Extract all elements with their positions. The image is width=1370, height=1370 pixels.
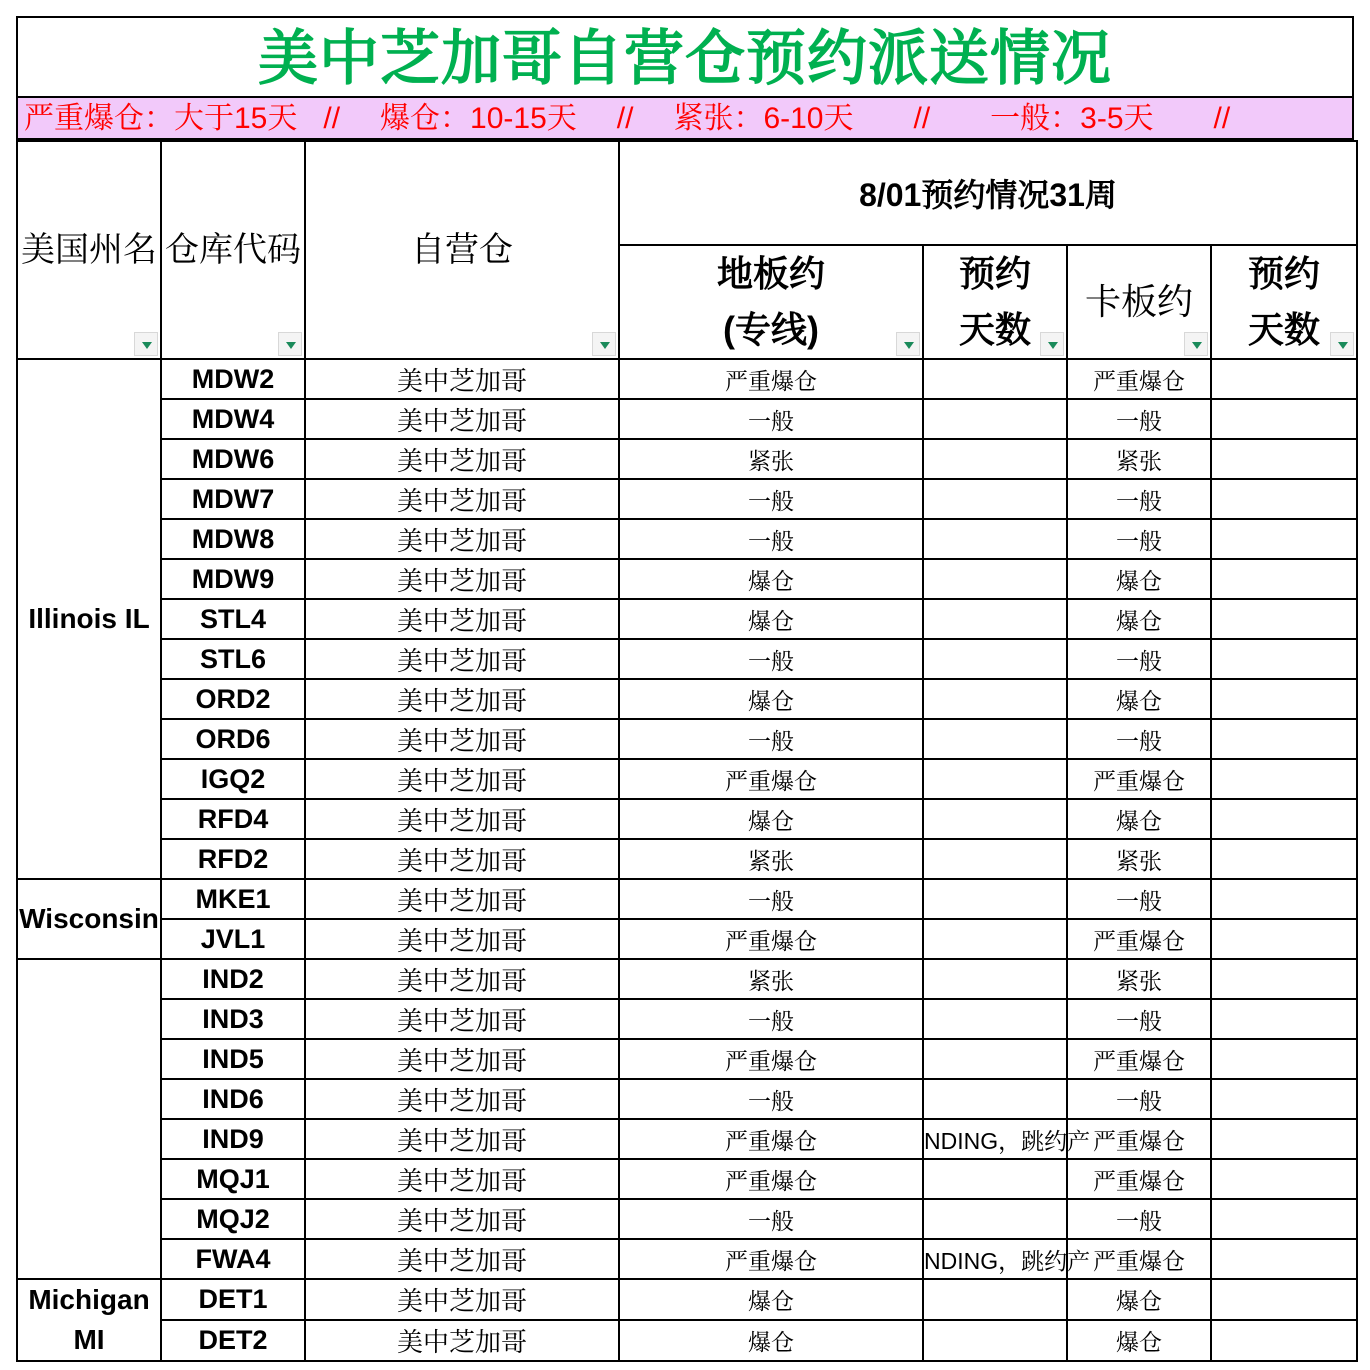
code-cell[interactable]: IND2 [161, 959, 305, 999]
table-row [17, 1199, 1357, 1239]
floor-cell[interactable]: 一般 [619, 479, 923, 519]
pallet-days-cell[interactable] [1211, 1119, 1357, 1159]
code-cell[interactable]: DET2 [161, 1320, 305, 1361]
state-cell[interactable]: Illinois IL [17, 359, 161, 879]
table-row [17, 439, 1357, 479]
code-cell[interactable]: DET1 [161, 1279, 305, 1320]
floor-days-cell[interactable] [923, 719, 1067, 759]
floor-days-cell[interactable]: NDING，跳约产 [923, 1239, 1067, 1279]
floor-days-cell[interactable] [923, 399, 1067, 439]
table-row [17, 479, 1357, 519]
floor-cell[interactable]: 爆仓 [619, 799, 923, 839]
header-pallet-label: 卡板约 [1084, 281, 1193, 322]
warehouse-cell[interactable]: 美中芝加哥 [305, 639, 619, 679]
code-cell[interactable]: RFD2 [161, 839, 305, 879]
state-cell[interactable]: Michigan MI [17, 1279, 161, 1361]
warehouse-cell[interactable]: 美中芝加哥 [305, 839, 619, 879]
header-floor-days-label: 预约 [958, 253, 1031, 294]
warehouse-cell[interactable]: 美中芝加哥 [305, 919, 619, 959]
code-cell[interactable]: RFD4 [161, 799, 305, 839]
floor-cell[interactable]: 一般 [619, 519, 923, 559]
header-pallet-days [1211, 245, 1357, 359]
warehouse-cell[interactable]: 美中芝加哥 [305, 559, 619, 599]
floor-days-cell[interactable] [923, 439, 1067, 479]
code-cell[interactable]: ORD2 [161, 679, 305, 719]
code-cell[interactable]: STL6 [161, 639, 305, 679]
code-cell[interactable]: JVL1 [161, 919, 305, 959]
pallet-days-cell[interactable] [1211, 959, 1357, 999]
code-cell[interactable]: ORD6 [161, 719, 305, 759]
floor-cell[interactable]: 紧张 [619, 839, 923, 879]
floor-days-cell[interactable] [923, 959, 1067, 999]
code-cell[interactable]: MQJ2 [161, 1199, 305, 1239]
warehouse-cell[interactable]: 美中芝加哥 [305, 519, 619, 559]
pallet-days-cell[interactable] [1211, 559, 1357, 599]
header-pallet-days-label: 预约 [1248, 253, 1321, 294]
header-floor-label: 地板约 [716, 253, 825, 294]
floor-days-cell[interactable] [923, 479, 1067, 519]
pallet-days-cell[interactable] [1211, 519, 1357, 559]
header-floor-sub: (专线) [723, 309, 819, 350]
floor-days-cell[interactable] [923, 879, 1067, 919]
floor-days-cell[interactable] [923, 839, 1067, 879]
header-code [161, 141, 305, 359]
header-week: 8/01预约情况31周 [619, 141, 1357, 245]
floor-days-cell[interactable] [923, 1159, 1067, 1199]
pallet-cell[interactable]: 紧张 [1067, 959, 1211, 999]
warehouse-cell[interactable]: 美中芝加哥 [305, 1039, 619, 1079]
table-row [17, 919, 1357, 959]
pallet-cell[interactable]: 严重爆仓 [1067, 919, 1211, 959]
table-row [17, 959, 1357, 999]
sheet-title: 美中芝加哥自营仓预约派送情况 [16, 16, 1354, 96]
code-cell[interactable]: STL4 [161, 599, 305, 639]
floor-days-cell[interactable]: NDING，跳约产 [923, 1119, 1067, 1159]
floor-cell[interactable]: 一般 [619, 399, 923, 439]
floor-days-cell[interactable] [923, 519, 1067, 559]
floor-days-cell[interactable] [923, 1199, 1067, 1239]
pallet-days-cell[interactable] [1211, 479, 1357, 519]
filter-dropdown-icon[interactable] [278, 332, 302, 356]
legend-item: // [323, 102, 341, 135]
table-row [17, 1320, 1357, 1361]
table-row [17, 799, 1357, 839]
code-cell[interactable]: MKE1 [161, 879, 305, 919]
warehouse-cell[interactable]: 美中芝加哥 [305, 1239, 619, 1279]
warehouse-cell[interactable]: 美中芝加哥 [305, 1079, 619, 1119]
pallet-cell[interactable]: 一般 [1067, 519, 1211, 559]
pallet-days-cell[interactable] [1211, 1199, 1357, 1239]
pallet-cell[interactable]: 一般 [1067, 399, 1211, 439]
pallet-cell[interactable]: 一般 [1067, 1079, 1211, 1119]
pallet-days-cell[interactable] [1211, 639, 1357, 679]
pallet-days-cell[interactable] [1211, 839, 1357, 879]
header-state-label: 美国州名 [21, 231, 157, 269]
warehouse-cell[interactable]: 美中芝加哥 [305, 679, 619, 719]
pallet-days-cell[interactable] [1211, 599, 1357, 639]
header-pallet [1067, 245, 1211, 359]
table-row [17, 839, 1357, 879]
warehouse-cell[interactable]: 美中芝加哥 [305, 879, 619, 919]
floor-cell[interactable]: 爆仓 [619, 559, 923, 599]
pallet-days-cell[interactable] [1211, 1279, 1357, 1320]
code-cell[interactable]: IGQ2 [161, 759, 305, 799]
pallet-cell[interactable]: 严重爆仓 [1067, 1039, 1211, 1079]
warehouse-cell[interactable]: 美中芝加哥 [305, 759, 619, 799]
header-state [17, 141, 161, 359]
legend-item: // [1213, 102, 1231, 135]
pallet-days-cell[interactable] [1211, 399, 1357, 439]
code-cell[interactable]: IND3 [161, 999, 305, 1039]
floor-days-cell[interactable] [923, 799, 1067, 839]
header-code-label: 仓库代码 [165, 231, 301, 269]
warehouse-cell[interactable]: 美中芝加哥 [305, 479, 619, 519]
floor-cell[interactable]: 一般 [619, 1199, 923, 1239]
pallet-cell[interactable]: 严重爆仓 [1067, 759, 1211, 799]
warehouse-cell[interactable]: 美中芝加哥 [305, 439, 619, 479]
floor-cell[interactable]: 爆仓 [619, 599, 923, 639]
warehouse-cell[interactable]: 美中芝加哥 [305, 799, 619, 839]
warehouse-cell[interactable]: 美中芝加哥 [305, 1320, 619, 1361]
pallet-days-cell[interactable] [1211, 1239, 1357, 1279]
table-row [17, 719, 1357, 759]
warehouse-cell[interactable]: 美中芝加哥 [305, 599, 619, 639]
warehouse-cell[interactable]: 美中芝加哥 [305, 719, 619, 759]
warehouse-cell[interactable]: 美中芝加哥 [305, 1199, 619, 1239]
filter-dropdown-icon[interactable] [1330, 332, 1354, 356]
header-floor-days [923, 245, 1067, 359]
filter-dropdown-icon[interactable] [134, 332, 158, 356]
pallet-cell[interactable]: 紧张 [1067, 839, 1211, 879]
legend-item: // [913, 102, 931, 135]
floor-days-cell[interactable] [923, 759, 1067, 799]
pallet-cell[interactable]: 爆仓 [1067, 679, 1211, 719]
floor-days-cell[interactable] [923, 359, 1067, 399]
pallet-days-cell[interactable] [1211, 799, 1357, 839]
header-warehouse [305, 141, 619, 359]
floor-days-cell[interactable] [923, 999, 1067, 1039]
warehouse-cell[interactable]: 美中芝加哥 [305, 1119, 619, 1159]
table-row [17, 879, 1357, 919]
table-row [17, 599, 1357, 639]
table-row [17, 399, 1357, 439]
floor-cell[interactable]: 严重爆仓 [619, 1159, 923, 1199]
code-cell[interactable]: IND5 [161, 1039, 305, 1079]
pallet-days-cell[interactable] [1211, 359, 1357, 399]
pallet-days-cell[interactable] [1211, 1079, 1357, 1119]
floor-days-cell[interactable] [923, 1279, 1067, 1320]
floor-cell[interactable]: 严重爆仓 [619, 1119, 923, 1159]
filter-dropdown-icon[interactable] [1040, 332, 1064, 356]
pallet-days-cell[interactable] [1211, 879, 1357, 919]
legend-item: 一般：3-5天 [990, 102, 1154, 135]
pallet-cell[interactable]: 一般 [1067, 479, 1211, 519]
header-warehouse-label: 自营仓 [411, 231, 513, 269]
floor-cell[interactable]: 一般 [619, 879, 923, 919]
floor-cell[interactable]: 一般 [619, 719, 923, 759]
pallet-days-cell[interactable] [1211, 679, 1357, 719]
floor-cell[interactable]: 爆仓 [619, 1279, 923, 1320]
table-row [17, 359, 1357, 399]
code-cell[interactable]: IND9 [161, 1119, 305, 1159]
floor-days-cell[interactable] [923, 1079, 1067, 1119]
pallet-cell[interactable]: 一般 [1067, 719, 1211, 759]
pallet-cell[interactable]: 严重爆仓 [1067, 1159, 1211, 1199]
filter-dropdown-icon[interactable] [1184, 332, 1208, 356]
warehouse-cell[interactable]: 美中芝加哥 [305, 359, 619, 399]
floor-days-cell[interactable] [923, 679, 1067, 719]
pallet-cell[interactable]: 严重爆仓 [1067, 359, 1211, 399]
floor-cell[interactable]: 紧张 [619, 439, 923, 479]
table-row [17, 1039, 1357, 1079]
floor-cell[interactable]: 严重爆仓 [619, 1039, 923, 1079]
pallet-days-cell[interactable] [1211, 759, 1357, 799]
code-cell[interactable]: MDW4 [161, 399, 305, 439]
floor-days-cell[interactable] [923, 1320, 1067, 1361]
header-pallet-days-sub: 天数 [1248, 309, 1321, 350]
pallet-days-cell[interactable] [1211, 439, 1357, 479]
state-cell[interactable] [17, 959, 161, 1279]
table-row [17, 1239, 1357, 1279]
pallet-days-cell[interactable] [1211, 999, 1357, 1039]
code-cell[interactable]: MDW2 [161, 359, 305, 399]
table-row [17, 679, 1357, 719]
header-floor-days-sub: 天数 [958, 309, 1031, 350]
legend-item: // [616, 102, 634, 135]
floor-cell[interactable]: 严重爆仓 [619, 1239, 923, 1279]
code-cell[interactable]: MDW6 [161, 439, 305, 479]
warehouse-cell[interactable]: 美中芝加哥 [305, 1159, 619, 1199]
pallet-days-cell[interactable] [1211, 1320, 1357, 1361]
table-row [17, 1079, 1357, 1119]
table-row [17, 1159, 1357, 1199]
code-cell[interactable]: MDW8 [161, 519, 305, 559]
table-row [17, 639, 1357, 679]
pallet-cell[interactable]: 爆仓 [1067, 559, 1211, 599]
warehouse-cell[interactable]: 美中芝加哥 [305, 999, 619, 1039]
floor-cell[interactable]: 一般 [619, 999, 923, 1039]
legend-bar [16, 96, 1354, 140]
filter-dropdown-icon[interactable] [896, 332, 920, 356]
header-floor [619, 245, 923, 359]
pallet-cell[interactable]: 爆仓 [1067, 1320, 1211, 1361]
pallet-cell[interactable]: 一般 [1067, 639, 1211, 679]
code-cell[interactable]: FWA4 [161, 1239, 305, 1279]
floor-days-cell[interactable] [923, 599, 1067, 639]
floor-days-cell[interactable] [923, 559, 1067, 599]
floor-cell[interactable]: 严重爆仓 [619, 919, 923, 959]
code-cell[interactable]: MDW7 [161, 479, 305, 519]
pallet-cell[interactable]: 严重爆仓 [1067, 1119, 1211, 1159]
pallet-cell[interactable]: 一般 [1067, 879, 1211, 919]
warehouse-cell[interactable]: 美中芝加哥 [305, 399, 619, 439]
floor-cell[interactable]: 严重爆仓 [619, 759, 923, 799]
warehouse-cell[interactable]: 美中芝加哥 [305, 959, 619, 999]
legend-item: 严重爆仓：大于15天 [24, 102, 298, 135]
code-cell[interactable]: MQJ1 [161, 1159, 305, 1199]
pallet-cell[interactable]: 紧张 [1067, 439, 1211, 479]
pallet-days-cell[interactable] [1211, 719, 1357, 759]
pallet-cell[interactable]: 爆仓 [1067, 1279, 1211, 1320]
schedule-table [16, 140, 1358, 1362]
filter-dropdown-icon[interactable] [592, 332, 616, 356]
table-row [17, 999, 1357, 1039]
pallet-days-cell[interactable] [1211, 1039, 1357, 1079]
table-row [17, 1119, 1357, 1159]
floor-cell[interactable]: 严重爆仓 [619, 359, 923, 399]
table-row [17, 559, 1357, 599]
pallet-cell[interactable]: 爆仓 [1067, 599, 1211, 639]
pallet-cell[interactable]: 爆仓 [1067, 799, 1211, 839]
legend-item: 紧张：6-10天 [673, 102, 854, 135]
pallet-days-cell[interactable] [1211, 1159, 1357, 1199]
code-cell[interactable]: MDW9 [161, 559, 305, 599]
pallet-cell[interactable]: 一般 [1067, 999, 1211, 1039]
spreadsheet [16, 16, 1354, 1362]
table-row [17, 1279, 1357, 1320]
floor-cell[interactable]: 爆仓 [619, 1320, 923, 1361]
table-row [17, 759, 1357, 799]
floor-cell[interactable]: 一般 [619, 639, 923, 679]
pallet-cell[interactable]: 严重爆仓 [1067, 1239, 1211, 1279]
floor-days-cell[interactable] [923, 1039, 1067, 1079]
code-cell[interactable]: IND6 [161, 1079, 305, 1119]
state-cell[interactable]: Wisconsin [17, 879, 161, 959]
floor-cell[interactable]: 一般 [619, 1079, 923, 1119]
table-row [17, 519, 1357, 559]
pallet-cell[interactable]: 一般 [1067, 1199, 1211, 1239]
floor-days-cell[interactable] [923, 639, 1067, 679]
floor-cell[interactable]: 爆仓 [619, 679, 923, 719]
floor-days-cell[interactable] [923, 919, 1067, 959]
warehouse-cell[interactable]: 美中芝加哥 [305, 1279, 619, 1320]
legend-item: 爆仓：10-15天 [380, 102, 577, 135]
floor-cell[interactable]: 紧张 [619, 959, 923, 999]
pallet-days-cell[interactable] [1211, 919, 1357, 959]
